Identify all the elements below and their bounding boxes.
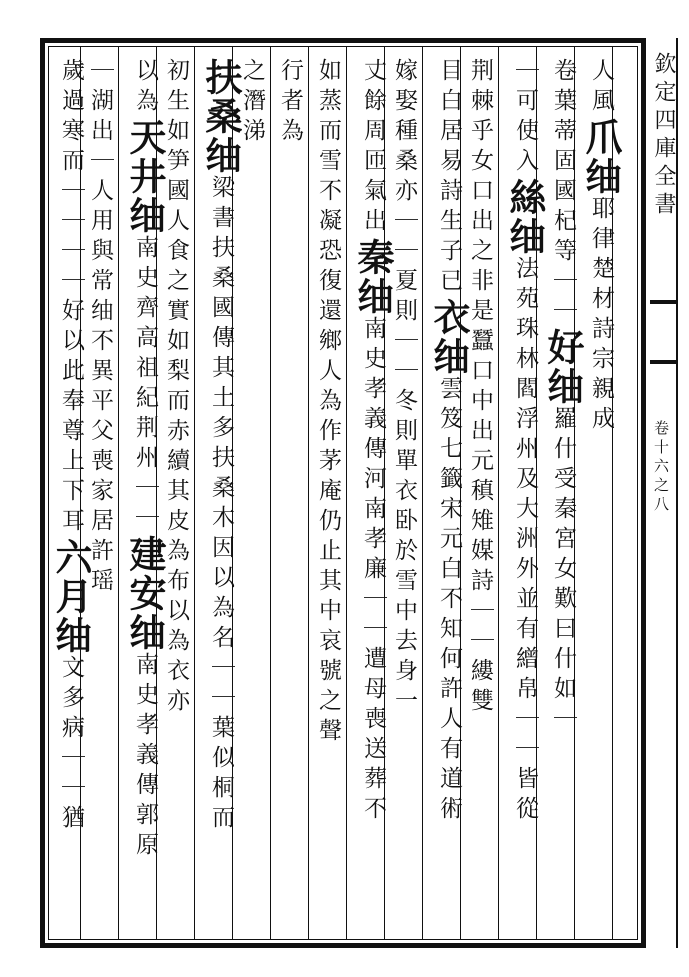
text-segment: 以為 bbox=[132, 58, 158, 118]
text-column-3 bbox=[503, 58, 547, 930]
text-segment: 平父喪家居許瑶 bbox=[87, 388, 113, 598]
book-title: 欽定四庫全書 bbox=[651, 52, 676, 220]
text-column-11 bbox=[199, 58, 243, 930]
headword: 秦 bbox=[351, 238, 395, 277]
headword: 䌷 bbox=[351, 277, 395, 316]
text-segment: 羅什受秦宮女歎曰什如｜ bbox=[550, 406, 576, 736]
headword: 䌷 bbox=[123, 613, 167, 652]
headword: 建 bbox=[123, 535, 167, 574]
headword: 桑 bbox=[199, 97, 243, 136]
text-segment: 初生如笋國人食之實如梨而赤續其皮為布以為衣亦 bbox=[163, 58, 189, 718]
text-column-13 bbox=[123, 58, 167, 930]
headword: 六 bbox=[49, 538, 93, 577]
text-segment: 嫁娶種桑亦｜｜ bbox=[391, 58, 417, 268]
headword: 䌷 bbox=[427, 337, 471, 376]
text-column-4 bbox=[468, 58, 491, 930]
text-segment: 法苑珠林閻浮州及大洲外並有繒帛｜｜皆從 bbox=[512, 256, 538, 826]
column-rule bbox=[194, 47, 195, 939]
text-segment: 雲笈七籤宋元白不知何許人有道術 bbox=[436, 376, 462, 826]
text-segment: 卷葉 bbox=[550, 58, 576, 118]
text-segment: 南史孝義傳郭原 bbox=[132, 652, 158, 862]
text-segment: 梁書扶桑國傳其土多扶桑木因以為名｜｜葉似桐而 bbox=[208, 175, 234, 835]
text-segment: 人風 bbox=[588, 58, 614, 118]
column-rule bbox=[308, 47, 309, 939]
text-column-9 bbox=[278, 58, 301, 930]
fishtail-mark bbox=[650, 300, 676, 304]
headword: 䌷 bbox=[123, 196, 167, 235]
text-segment: 蒂固國杞等｜｜ bbox=[550, 118, 576, 328]
text-segment: 歲過寒而｜｜｜｜好以此奉尊上下耳 bbox=[58, 58, 84, 538]
headword: 䌷 bbox=[49, 616, 93, 655]
text-segment: ｜ bbox=[87, 58, 113, 88]
text-column-10 bbox=[240, 58, 263, 930]
text-segment: 湖出｜人用與常䌷不異 bbox=[87, 88, 113, 388]
headword: 月 bbox=[49, 577, 93, 616]
text-segment: 夏則｜｜冬則單衣卧於雪中去身一 bbox=[391, 268, 417, 718]
headword: 䌷 bbox=[503, 217, 547, 256]
headword: 䌷 bbox=[579, 157, 623, 196]
column-rule bbox=[346, 47, 347, 939]
text-segment: 文多病｜｜猶 bbox=[58, 655, 84, 835]
volume-label: 卷十六之八 bbox=[652, 420, 670, 515]
text-column-8 bbox=[316, 58, 339, 930]
text-segment: ｜可使入 bbox=[512, 58, 538, 178]
headword: 安 bbox=[123, 574, 167, 613]
headword: 扶 bbox=[199, 58, 243, 97]
text-column-15 bbox=[49, 58, 93, 930]
text-segment: 恐復還鄉人為作茅庵仍止其中哀號之聲 bbox=[315, 238, 341, 748]
text-column-1 bbox=[579, 58, 623, 930]
headword: 爪 bbox=[579, 118, 623, 157]
headword: 䌷 bbox=[541, 367, 585, 406]
text-segment: 丈餘周匝氣出 bbox=[360, 58, 386, 238]
column-rule bbox=[118, 47, 119, 939]
fishtail-mark bbox=[650, 360, 676, 364]
headword: 好 bbox=[541, 328, 585, 367]
headword: 䌷 bbox=[199, 136, 243, 175]
text-column-12 bbox=[164, 58, 187, 930]
text-segment: 荆棘乎 bbox=[467, 58, 493, 148]
text-column-14 bbox=[88, 58, 111, 930]
text-segment: 行者為 bbox=[277, 58, 303, 148]
headword: 絲 bbox=[503, 178, 547, 217]
headword: 天 bbox=[123, 118, 167, 157]
text-column-2 bbox=[541, 58, 585, 930]
text-segment: 目白居易詩生子已 bbox=[436, 58, 462, 298]
text-segment: 南史齊高祖紀荆州｜｜ bbox=[132, 235, 158, 535]
column-rule bbox=[422, 47, 423, 939]
text-column-6 bbox=[392, 58, 415, 930]
text-column-7 bbox=[351, 58, 395, 930]
text-segment: 女口出之非是蠶口中出元稹雉媒詩｜｜縷雙 bbox=[467, 148, 493, 718]
text-column-5 bbox=[427, 58, 471, 930]
headword: 衣 bbox=[427, 298, 471, 337]
column-rule bbox=[498, 47, 499, 939]
headword: 井 bbox=[123, 157, 167, 196]
text-segment: 耶律楚材詩宗親成 bbox=[588, 196, 614, 436]
text-segment: 之潛涕 bbox=[239, 58, 265, 148]
column-rule bbox=[270, 47, 271, 939]
text-segment: 南史孝義傳河南孝廉｜｜遭母喪送葬不 bbox=[360, 316, 386, 826]
page-edge bbox=[676, 38, 678, 948]
text-segment: 如蒸而雪不凝 bbox=[315, 58, 341, 238]
